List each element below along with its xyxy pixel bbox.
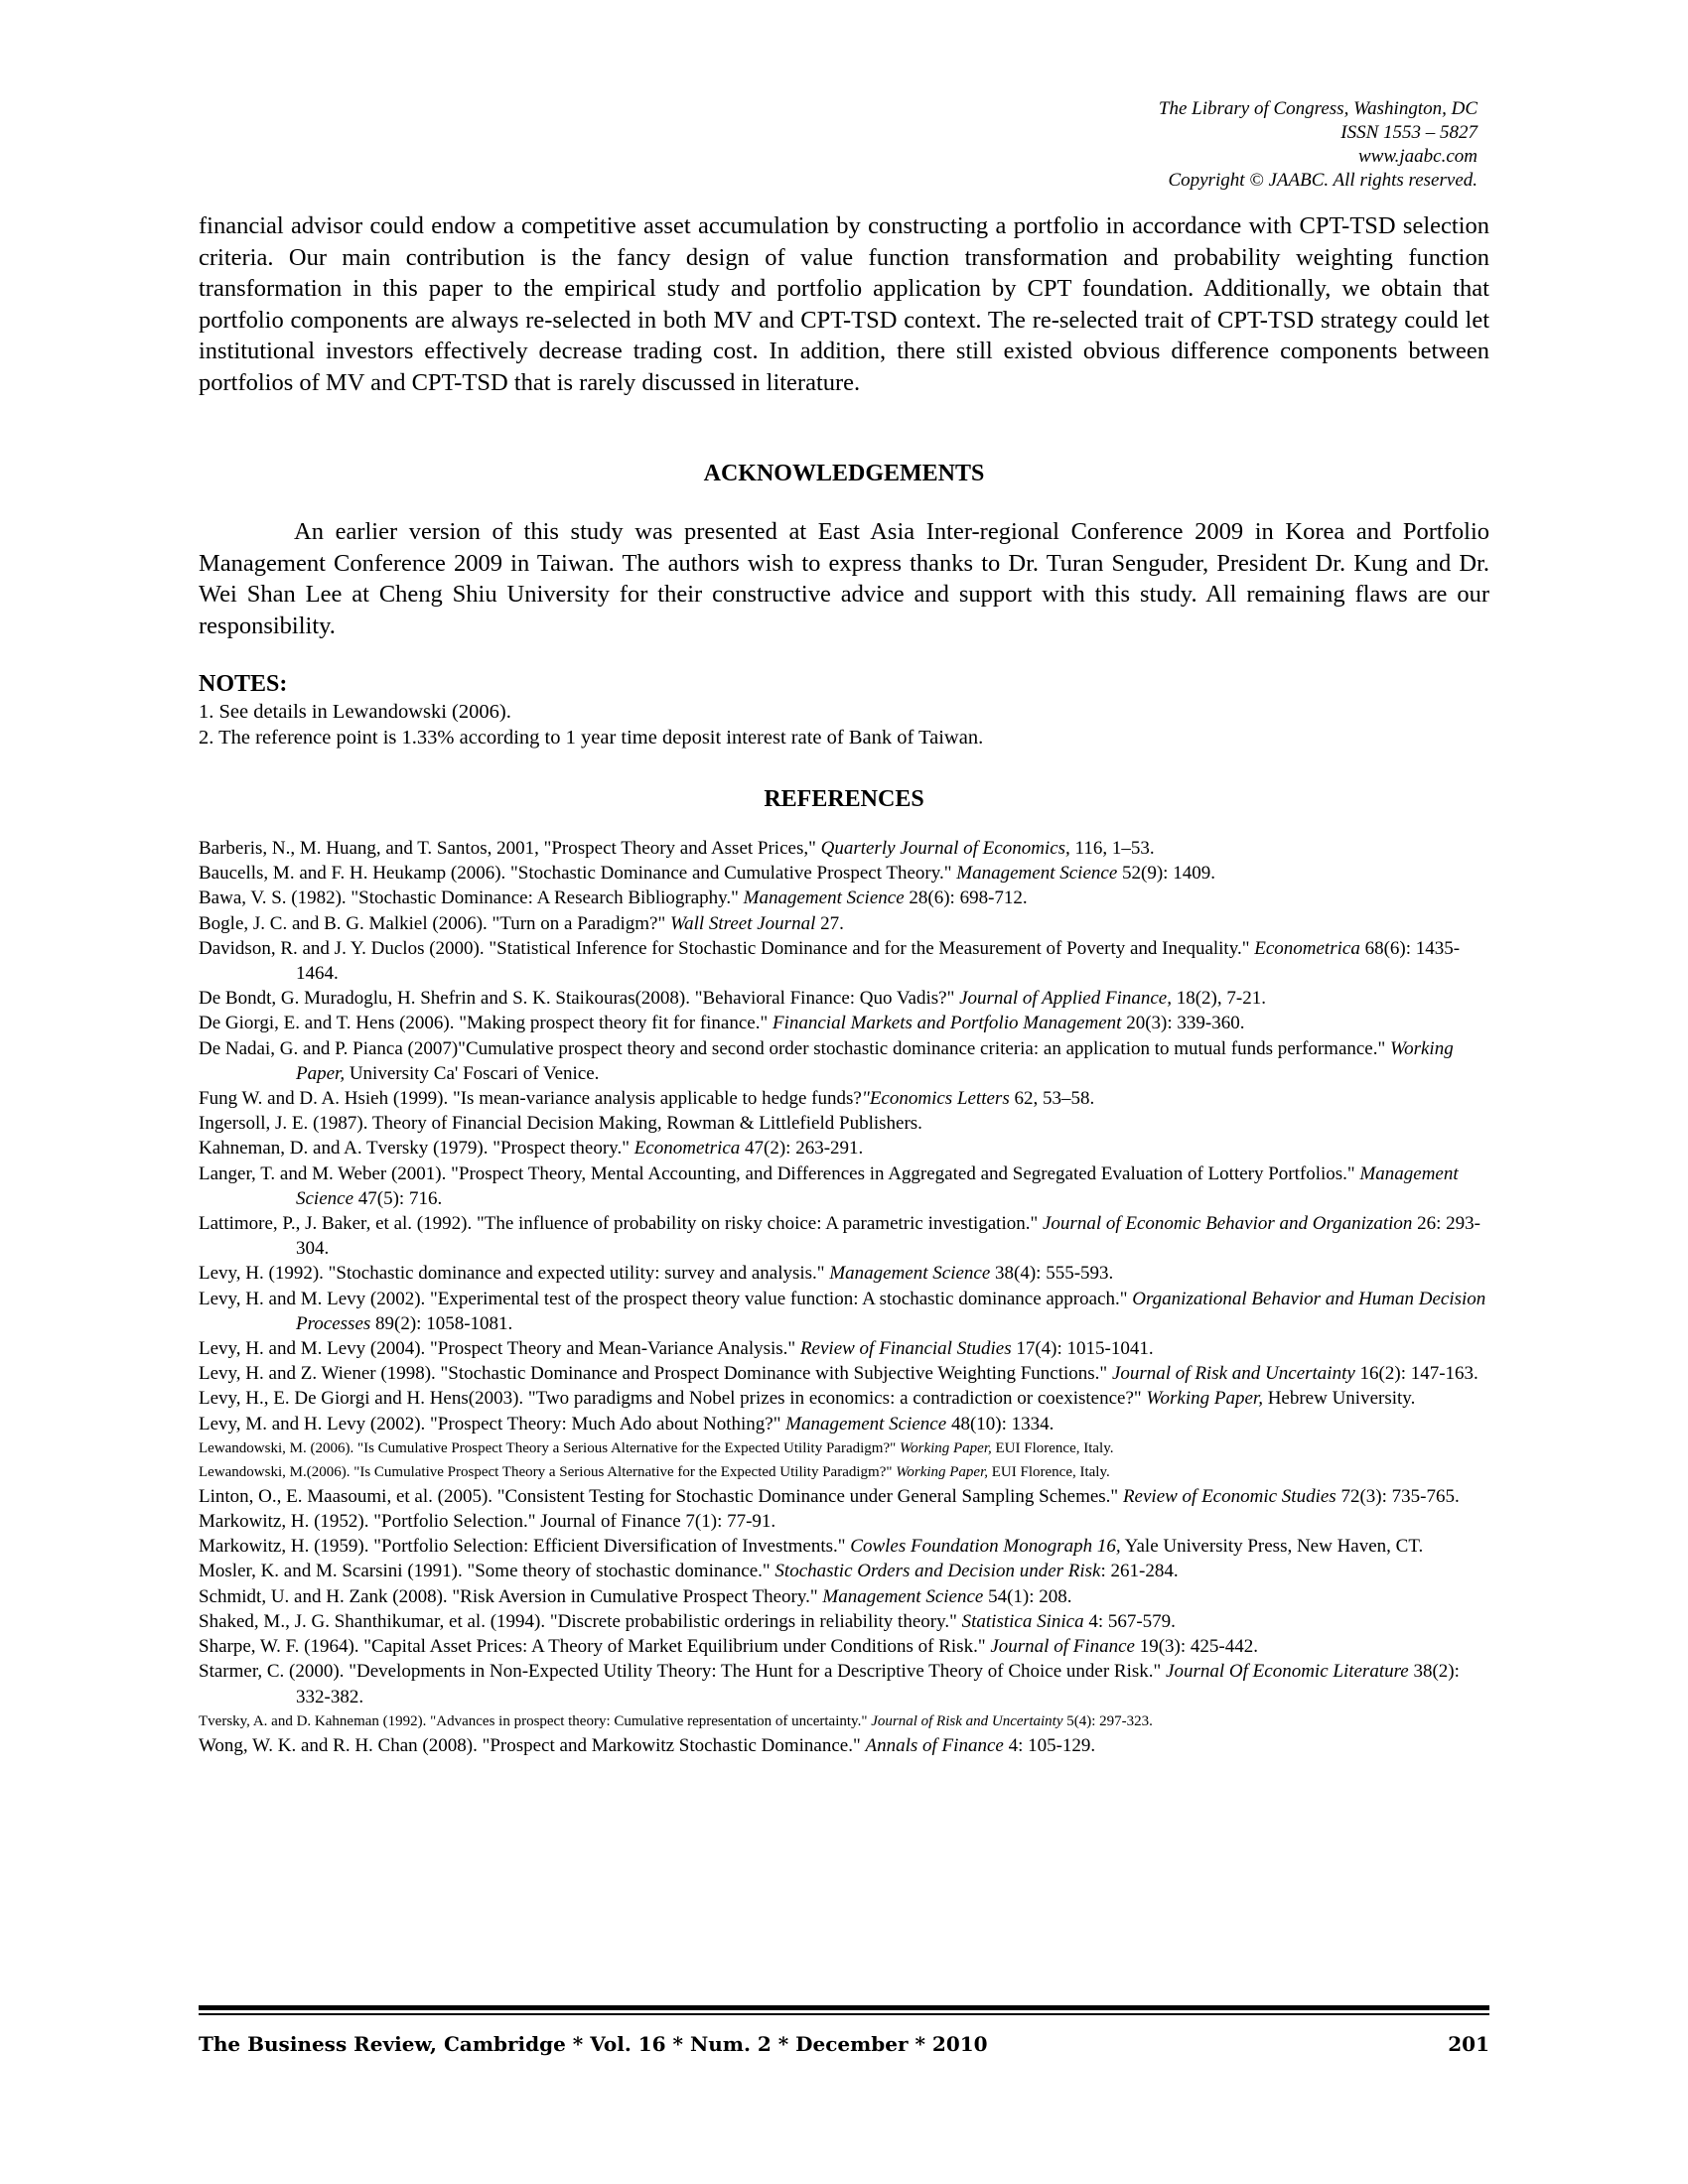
reference-details: 19(3): 425-442. xyxy=(1134,1636,1258,1658)
reference-details: 20(3): 339-360. xyxy=(1121,1013,1245,1034)
reference-text: Bawa, V. S. (1982). "Stochastic Dominance: A Research Bibliography." xyxy=(199,887,744,909)
reference-source: Annals of Finance xyxy=(865,1734,1004,1756)
reference-source: Quarterly Journal of Economics, xyxy=(820,838,1070,859)
reference-details: : 261-284. xyxy=(1100,1561,1179,1582)
reference-item xyxy=(199,1386,1489,1411)
reference-details: 38(4): 555-593. xyxy=(990,1263,1114,1285)
reference-details: 54(1): 208. xyxy=(983,1585,1072,1607)
reference-source: Journal of Finance xyxy=(990,1636,1135,1658)
header-website: www.jaabc.com xyxy=(1358,146,1477,167)
reference-item xyxy=(199,1261,1489,1286)
reference-source: Journal of Risk and Uncertainty xyxy=(871,1712,1063,1729)
reference-item xyxy=(199,936,1489,986)
reference-source: Working Paper, xyxy=(1146,1388,1263,1410)
reference-source: Statistica Sinica xyxy=(961,1610,1084,1632)
reference-item xyxy=(199,1086,1489,1111)
reference-text: De Nadai, G. and P. Pianca (2007)"Cumulative prospect theory and second order stochastic dominance criteria: an application to mutual funds performance." xyxy=(199,1037,1390,1059)
reference-details: Hebrew University. xyxy=(1262,1388,1416,1410)
reference-text: Kahneman, D. and A. Tversky (1979). "Prospect theory." xyxy=(199,1138,634,1160)
reference-text: Wong, W. K. and R. H. Chan (2008). "Prospect and Markowitz Stochastic Dominance." xyxy=(199,1734,866,1756)
reference-text: Lewandowski, M. (2006). "Is Cumulative Prospect Theory a Serious Alternative for the Expected Utility Paradigm?" xyxy=(199,1439,900,1456)
reference-text: Levy, M. and H. Levy (2002). "Prospect Theory: Much Ado about Nothing?" xyxy=(199,1413,786,1434)
reference-source: Management Science xyxy=(743,887,905,909)
header-issn: ISSN 1553 – 5827 xyxy=(1340,122,1477,143)
reference-details: 28(6): 698-712. xyxy=(904,887,1028,909)
reference-item xyxy=(199,1161,1489,1211)
reference-text: Ingersoll, J. E. (1987). Theory of Financial Decision Making, Rowman & Littlefield Publishers. xyxy=(199,1113,922,1135)
reference-text: Baucells, M. and F. H. Heukamp (2006). "Stochastic Dominance and Cumulative Prospect Theory." xyxy=(199,863,957,885)
page-number: 201 xyxy=(1448,2032,1489,2056)
reference-text: Davidson, R. and J. Y. Duclos (2000). "Statistical Inference for Stochastic Dominance and for the Measurement of Poverty and Inequality." xyxy=(199,937,1255,959)
notes-heading: NOTES: xyxy=(199,671,288,697)
references-heading: REFERENCES xyxy=(764,786,924,812)
reference-item xyxy=(199,1584,1489,1609)
reference-source: Working Paper, xyxy=(296,1037,1454,1084)
reference-item xyxy=(199,911,1489,936)
notes-list xyxy=(199,699,1489,751)
reference-details: 4: 567-579. xyxy=(1083,1610,1176,1632)
reference-source: Econometrica xyxy=(633,1138,741,1160)
acknowledgements-heading: ACKNOWLEDGEMENTS xyxy=(703,461,985,486)
reference-details: 68(6): 1435-1464. xyxy=(296,937,1461,985)
reference-text: De Bondt, G. Muradoglu, H. Shefrin and S. K. Staikouras(2008). "Behavioral Finance: Quo Vadis?" xyxy=(199,988,960,1010)
reference-text: Levy, H. and M. Levy (2004). "Prospect Theory and Mean-Variance Analysis." xyxy=(199,1338,800,1360)
reference-item xyxy=(199,1136,1489,1160)
reference-source: Review of Economic Studies xyxy=(1122,1485,1336,1507)
reference-text: Markowitz, H. (1959). "Portfolio Selection: Efficient Diversification of Investments." xyxy=(199,1536,851,1558)
reference-text: Markowitz, H. (1952). "Portfolio Selection." Journal of Finance 7(1): 77-91. xyxy=(199,1511,776,1533)
reference-source: Journal of Risk and Uncertainty xyxy=(1111,1363,1355,1385)
reference-source: Financial Markets and Portfolio Management xyxy=(772,1013,1122,1034)
reference-text: Schmidt, U. and H. Zank (2008). "Risk Aversion in Cumulative Prospect Theory." xyxy=(199,1585,823,1607)
reference-item xyxy=(199,1336,1489,1361)
reference-item xyxy=(199,861,1489,886)
reference-source: "Economics Letters xyxy=(861,1088,1010,1110)
reference-text: Shaked, M., J. G. Shanthikumar, et al. (1994). "Discrete probabilistic orderings in reliability theory." xyxy=(199,1610,962,1632)
reference-text: Levy, H. and M. Levy (2002). "Experimental test of the prospect theory value function: A stochastic dominance approach." xyxy=(199,1288,1133,1309)
reference-details: EUI Florence, Italy. xyxy=(991,1439,1114,1456)
reference-text: De Giorgi, E. and T. Hens (2006). "Making prospect theory fit for finance." xyxy=(199,1013,773,1034)
reference-item xyxy=(199,1509,1489,1534)
reference-source: Management Science xyxy=(822,1585,984,1607)
reference-item xyxy=(199,986,1489,1011)
reference-details: 72(3): 735-765. xyxy=(1336,1485,1460,1507)
reference-details: 47(5): 716. xyxy=(353,1187,443,1209)
reference-item xyxy=(199,1211,1489,1261)
reference-source: Management Science xyxy=(785,1413,947,1434)
footer-rule-thick xyxy=(199,2005,1489,2010)
conclusion-paragraph: financial advisor could endow a competitive asset accumulation by constructing a portfolio in accordance with CPT-TSD selection criteria. Our main contribution is the fancy design of value function transformation and probability weighting function transformation in this paper to the empirical study and portfolio application by CPT foundation. Additionally, we obtain that portfolio components are always re-selected in both MV and CPT-TSD context. The re-selected trait of CPT-TSD strategy could let institutional investors effectively decrease trading cost. In addition, there still existed obvious difference components between portfolios of MV and CPT-TSD that is rarely discussed in literature. xyxy=(199,212,1489,396)
reference-details: 27. xyxy=(815,912,844,934)
reference-details: 26: 293-304. xyxy=(296,1213,1481,1260)
reference-text: Levy, H. (1992). "Stochastic dominance and expected utility: survey and analysis." xyxy=(199,1263,830,1285)
reference-source: Cowles Foundation Monograph 16, xyxy=(850,1536,1121,1558)
reference-source: Econometrica xyxy=(1254,937,1360,959)
header-publisher: The Library of Congress, Washington, DC xyxy=(1158,98,1477,119)
reference-text: Barberis, N., M. Huang, and T. Santos, 2001, "Prospect Theory and Asset Prices," xyxy=(199,838,821,859)
reference-item xyxy=(199,1436,1489,1460)
note-item: 2. The reference point is 1.33% according to 1 year time deposit interest rate of Bank of Taiwan. xyxy=(199,727,984,749)
reference-item xyxy=(199,1559,1489,1583)
reference-text: Fung W. and D. A. Hsieh (1999). "Is mean-variance analysis applicable to hedge funds? xyxy=(199,1088,862,1110)
reference-text: Lewandowski, M.(2006). "Is Cumulative Prospect Theory a Serious Alternative for the Expected Utility Paradigm?" xyxy=(199,1463,897,1480)
reference-source: Working Paper, xyxy=(899,1439,992,1456)
reference-item xyxy=(199,1659,1489,1708)
reference-item xyxy=(199,1484,1489,1509)
reference-details: 62, 53–58. xyxy=(1009,1088,1095,1110)
reference-details: 16(2): 147-163. xyxy=(1354,1363,1478,1385)
reference-details: EUI Florence, Italy. xyxy=(988,1463,1110,1480)
reference-source: Review of Financial Studies xyxy=(799,1338,1012,1360)
reference-details: 48(10): 1334. xyxy=(946,1413,1055,1434)
reference-item xyxy=(199,836,1489,861)
reference-details: 17(4): 1015-1041. xyxy=(1011,1338,1154,1360)
reference-details: 116, 1–53. xyxy=(1069,838,1155,859)
reference-text: Mosler, K. and M. Scarsini (1991). "Some theory of stochastic dominance." xyxy=(199,1561,775,1582)
page-header xyxy=(1159,97,1477,193)
reference-text: Langer, T. and M. Weber (2001). "Prospect Theory, Mental Accounting, and Differences in Aggregated and Segregated Evaluation of Lottery Portfolios." xyxy=(199,1162,1360,1184)
reference-details: 38(2): 332-382. xyxy=(296,1661,1460,1707)
reference-item xyxy=(199,1287,1489,1336)
reference-text: Lattimore, P., J. Baker, et al. (1992). "The influence of probability on risky choice: A parametric investigation." xyxy=(199,1213,1043,1235)
reference-source: Working Paper, xyxy=(896,1463,989,1480)
reference-text: Levy, H. and Z. Wiener (1998). "Stochastic Dominance and Prospect Dominance with Subjective Weighting Functions." xyxy=(199,1363,1112,1385)
reference-item xyxy=(199,1460,1489,1484)
reference-source: Wall Street Journal xyxy=(670,912,816,934)
reference-text: Starmer, C. (2000). "Developments in Non-Expected Utility Theory: The Hunt for a Descriptive Theory of Choice under Risk." xyxy=(199,1661,1167,1683)
reference-text: Levy, H., E. De Giorgi and H. Hens(2003). "Two paradigms and Nobel prizes in economics: a contradiction or coexistence?" xyxy=(199,1388,1147,1410)
reference-item xyxy=(199,1412,1489,1436)
reference-item xyxy=(199,1361,1489,1386)
header-copyright: Copyright © JAABC. All rights reserved. xyxy=(1168,170,1477,191)
reference-details: 47(2): 263-291. xyxy=(740,1138,864,1160)
reference-text: Linton, O., E. Maasoumi, et al. (2005). "Consistent Testing for Stochastic Dominance under General Sampling Schemes." xyxy=(199,1485,1123,1507)
note-item: 1. See details in Lewandowski (2006). xyxy=(199,701,511,723)
reference-details: 5(4): 297-323. xyxy=(1062,1712,1153,1729)
reference-item xyxy=(199,1634,1489,1659)
reference-details: 18(2), 7-21. xyxy=(1171,988,1266,1010)
reference-item xyxy=(199,1036,1489,1086)
footer-journal-info: The Business Review, Cambridge * Vol. 16 * Num. 2 * December * 2010 xyxy=(199,2032,988,2056)
reference-source: Management Science xyxy=(296,1162,1459,1209)
reference-details: Yale University Press, New Haven, CT. xyxy=(1120,1536,1424,1558)
reference-source: Stochastic Orders and Decision under Risk xyxy=(774,1561,1101,1582)
reference-text: Sharpe, W. F. (1964). "Capital Asset Prices: A Theory of Market Equilibrium under Conditions of Risk." xyxy=(199,1636,991,1658)
reference-details: 52(9): 1409. xyxy=(1117,863,1215,885)
reference-text: Bogle, J. C. and B. G. Malkiel (2006). "Turn on a Paradigm?" xyxy=(199,912,670,934)
reference-item xyxy=(199,1111,1489,1136)
acknowledgements-paragraph: An earlier version of this study was presented at East Asia Inter-regional Conference 2009 in Korea and Portfolio Management Conference 2009 in Taiwan. The authors wish to express thanks to Dr. Turan Senguder, President Dr. Kung and Dr. Wei Shan Lee at Cheng Shiu University for their constructive advice and support with this study. All remaining flaws are our responsibility. xyxy=(199,518,1489,639)
footer-rule-thin xyxy=(199,2013,1489,2015)
reference-details: 4: 105-129. xyxy=(1003,1734,1096,1756)
reference-source: Organizational Behavior and Human Decision Processes xyxy=(296,1288,1486,1334)
reference-item xyxy=(199,1011,1489,1035)
reference-item xyxy=(199,1609,1489,1634)
reference-item xyxy=(199,1733,1489,1758)
reference-text: Tversky, A. and D. Kahneman (1992). "Advances in prospect theory: Cumulative representation of uncertainty." xyxy=(199,1712,872,1729)
reference-item xyxy=(199,1709,1489,1733)
reference-details: 89(2): 1058-1081. xyxy=(370,1312,513,1334)
reference-item xyxy=(199,886,1489,910)
reference-item xyxy=(199,1534,1489,1559)
reference-source: Journal of Economic Behavior and Organization xyxy=(1043,1213,1413,1235)
reference-source: Journal Of Economic Literature xyxy=(1166,1661,1409,1683)
reference-source: Management Science xyxy=(956,863,1118,885)
reference-source: Journal of Applied Finance, xyxy=(959,988,1172,1010)
reference-source: Management Science xyxy=(829,1263,991,1285)
reference-details: University Ca' Foscari of Venice. xyxy=(345,1062,600,1084)
references-list xyxy=(199,836,1489,1758)
